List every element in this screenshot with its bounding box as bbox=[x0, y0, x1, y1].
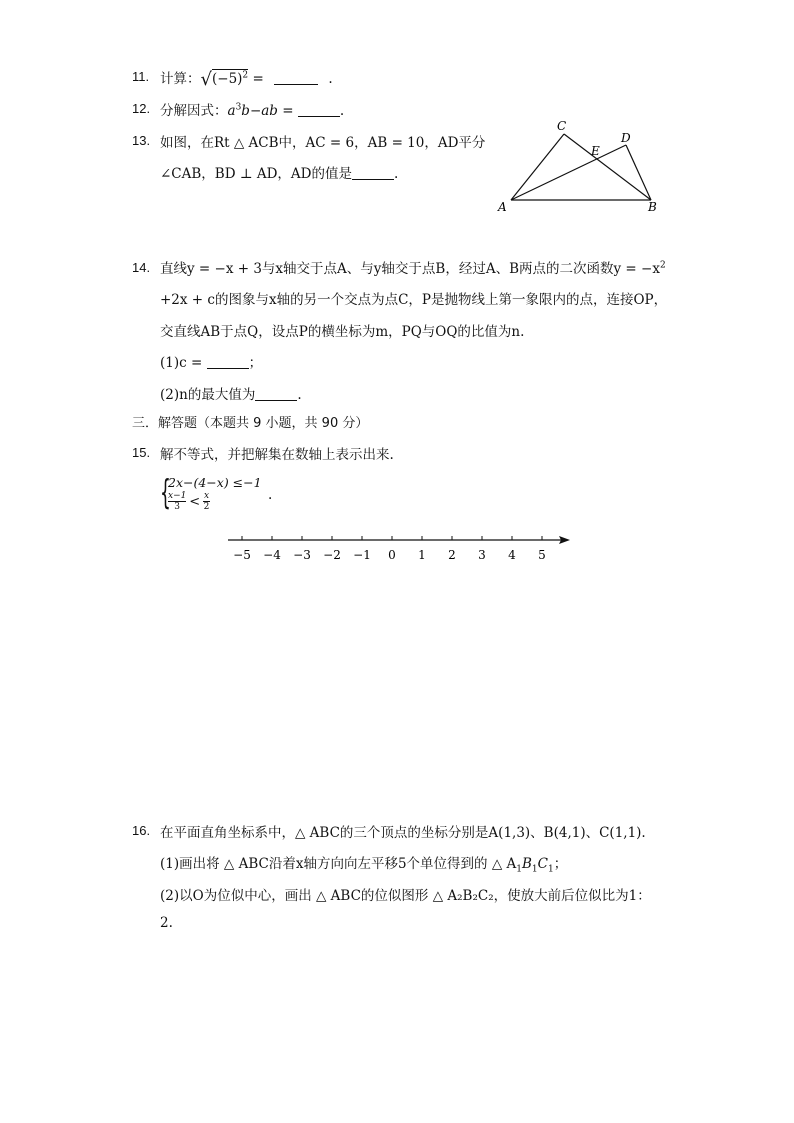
answer-blank[interactable] bbox=[207, 355, 249, 369]
answer-blank[interactable] bbox=[255, 387, 297, 401]
axis-tick-label: −3 bbox=[293, 548, 311, 562]
inequality-2: $\frac{x-1}{3}$ < $\frac{x}{2}$ bbox=[168, 491, 210, 512]
answer-blank[interactable] bbox=[274, 71, 318, 85]
axis-tick-label: −1 bbox=[353, 548, 371, 562]
question-text: 解不等式，并把解集在数轴上表示出来. bbox=[160, 447, 394, 463]
question-number: 15. bbox=[132, 445, 151, 460]
question-text-line-1: 在平面直角坐标系中，△ ABC的三个顶点的坐标分别是A(1,3)、B(4,1)、C(1,1). bbox=[160, 825, 646, 841]
sub-question-1: (1)c = ； bbox=[160, 355, 263, 371]
label-c: C bbox=[557, 119, 567, 133]
question-number: 13. bbox=[132, 133, 151, 148]
axis-tick-label: 3 bbox=[478, 548, 486, 562]
question-text: 分解因式：$a^3b-ab$ = . bbox=[160, 102, 345, 119]
sub-question-1: (1)画出将 △ ABC沿着x轴方向向左平移5个单位得到的 △ $A_1B_1C_1$； bbox=[160, 856, 568, 875]
inequality-1: 2x−(4−x) ≤−1 bbox=[168, 475, 262, 490]
label-b: B bbox=[648, 200, 657, 214]
triangle-figure bbox=[494, 114, 664, 218]
answer-blank[interactable] bbox=[352, 166, 394, 180]
axis-tick-label: −4 bbox=[263, 548, 281, 562]
question-number: 11. bbox=[132, 69, 150, 84]
question-text: 计算：$√(-5)^2$ = . bbox=[160, 69, 333, 90]
question-number: 16. bbox=[132, 823, 151, 838]
axis-tick-label: 5 bbox=[538, 548, 546, 562]
axis-tick-label: 1 bbox=[418, 548, 426, 562]
question-text-line-3: 交直线AB于点Q，设点P的横坐标为m，PQ与OQ的比值为n. bbox=[160, 324, 525, 340]
question-number: 12. bbox=[132, 101, 151, 116]
radicand: $(-5)^2$ bbox=[211, 70, 249, 87]
segment-cb bbox=[564, 134, 651, 200]
segment-ac bbox=[511, 134, 564, 200]
question-text-line-2: ∠CAB，BD ⊥ AD，AD的值是 . bbox=[160, 166, 399, 182]
question-text-line-1: 直线y = −x + 3与x轴交于点A、与y轴交于点B，经过A、B两点的二次函数$y = -x^2$ bbox=[160, 260, 666, 277]
brace: { bbox=[160, 473, 171, 513]
sub-question-2: (2)n的最大值为 . bbox=[160, 387, 302, 403]
number-line bbox=[220, 530, 580, 568]
inequality-system: { 2x−(4−x) ≤−1 $\frac{x-1}{3}$ < $\frac{x}{2}$ . bbox=[160, 473, 273, 513]
answer-blank[interactable] bbox=[298, 103, 340, 117]
label-d: D bbox=[621, 131, 631, 145]
label-e: E bbox=[591, 144, 600, 158]
label-a: A bbox=[498, 200, 507, 214]
axis-tick-label: 0 bbox=[388, 548, 396, 562]
segment-ad bbox=[511, 145, 626, 200]
question-text-line-2: +2x + c的图象与x轴的另一个交点为点C，P是抛物线上第一象限内的点，连接OP， bbox=[160, 292, 668, 308]
question-number: 14. bbox=[132, 260, 151, 275]
axis-tick-label: 2 bbox=[448, 548, 456, 562]
sub-question-2: (2)以O为位似中心，画出 △ ABC的位似图形 △ A₂B₂C₂，使放大前后位似比为1： bbox=[160, 888, 651, 904]
sub-question-2-continued: 2. bbox=[160, 915, 173, 931]
section-heading: 三．解答题（本题共 9 小题，共 90 分） bbox=[132, 416, 369, 431]
segment-db bbox=[626, 145, 651, 200]
radical-sign: √ bbox=[200, 69, 212, 90]
axis-tick-label: −2 bbox=[323, 548, 341, 562]
question-text-line-1: 如图，在Rt △ ACB中，AC = 6，AB = 10，AD平分 bbox=[160, 135, 486, 151]
axis-tick-label: 4 bbox=[508, 548, 516, 562]
axis-tick-label: −5 bbox=[233, 548, 251, 562]
